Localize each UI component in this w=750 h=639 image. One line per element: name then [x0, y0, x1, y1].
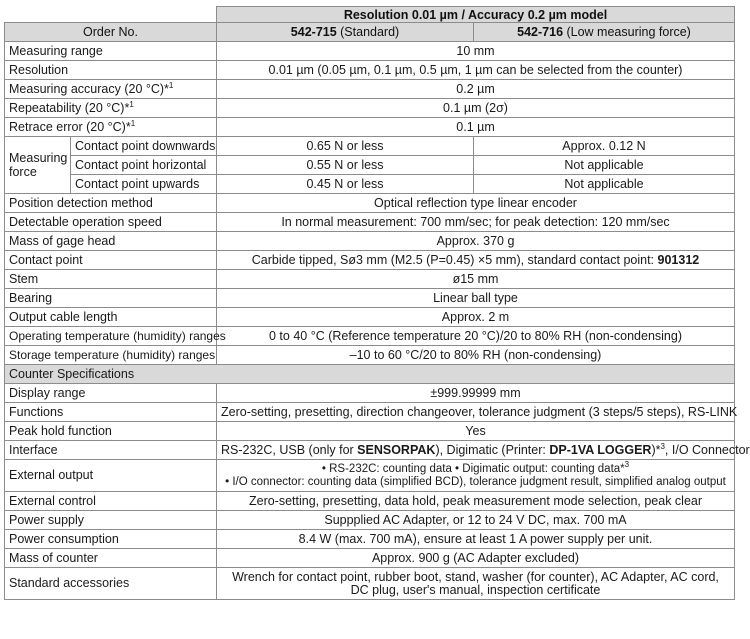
accessories-label: Standard accessories — [5, 568, 217, 600]
force-sub-label: Contact point downwards — [71, 137, 217, 156]
header-row-order — [5, 23, 735, 42]
retrace-label: Retrace error (20 °C)* — [9, 120, 131, 134]
row-accuracy — [5, 80, 735, 99]
repeatability-label: Repeatability (20 °C)* — [9, 101, 130, 115]
measuring-force-line1: Measuring — [9, 151, 68, 165]
model-a-heading — [217, 23, 474, 42]
functions-label: Functions — [5, 403, 217, 422]
cable-label: Output cable length — [5, 308, 217, 327]
speed-label: Detectable operation speed — [5, 213, 217, 232]
accessories-line1: Wrench for contact point, rubber boot, stand, washer (for counter), AC Adapter, AC cord, — [232, 569, 719, 584]
row-force-downwards — [5, 137, 735, 156]
accuracy-label: Measuring accuracy (20 °C)* — [9, 82, 169, 96]
power-consumption-value: 8.4 W (max. 700 mA), ensure at least 1 A power supply per unit. — [217, 530, 735, 549]
interface-sensorpak: SENSORPAK — [357, 443, 436, 457]
row-power-consumption — [5, 530, 735, 549]
accuracy-value: 0.2 µm — [217, 80, 735, 99]
row-external-output — [5, 460, 735, 492]
operating-temp-value: 0 to 40 °C (Reference temperature 20 °C)/20 to 80% RH (non-condensing) — [217, 327, 735, 346]
row-functions — [5, 403, 735, 422]
resolution-label: Resolution — [5, 61, 217, 80]
bearing-value: Linear ball type — [217, 289, 735, 308]
row-operating-temp — [5, 327, 735, 346]
display-range-label: Display range — [5, 384, 217, 403]
interface-footnote: 3 — [660, 441, 665, 451]
external-output-label: External output — [5, 460, 217, 492]
row-display-range — [5, 384, 735, 403]
interface-label: Interface — [5, 441, 217, 460]
interface-part: ), Digimatic (Printer: — [435, 443, 550, 457]
row-position-detection — [5, 194, 735, 213]
header-blank-cell — [5, 7, 217, 23]
spec-table — [4, 6, 750, 600]
row-force-upwards — [5, 175, 735, 194]
force-sub-label: Contact point horizontal — [71, 156, 217, 175]
header-row-model — [5, 7, 735, 23]
power-supply-label: Power supply — [5, 511, 217, 530]
repeatability-value: 0.1 µm (2σ) — [217, 99, 735, 118]
peak-hold-value: Yes — [217, 422, 735, 441]
force-value-b: Approx. 0.12 N — [474, 137, 735, 156]
retrace-value: 0.1 µm — [217, 118, 735, 137]
external-output-value — [217, 460, 735, 492]
retrace-footnote: 1 — [130, 118, 136, 128]
storage-temp-value: –10 to 60 °C/20 to 80% RH (non-condensing) — [217, 346, 735, 365]
external-output-footnote: 3 — [624, 459, 630, 469]
accuracy-footnote: 1 — [168, 80, 174, 90]
counter-section-title: Counter Specifications — [5, 365, 735, 384]
contact-point-code: 901312 — [657, 253, 700, 267]
measuring-range-value: 10 mm — [217, 42, 735, 61]
external-output-line1: • RS-232C: counting data • Digimatic output: counting data* — [321, 462, 625, 475]
row-cable — [5, 308, 735, 327]
resolution-value: 0.01 µm (0.05 µm, 0.1 µm, 0.5 µm, 1 µm can be selected from the counter) — [217, 61, 735, 80]
measuring-force-line2: force — [9, 165, 37, 179]
repeatability-footnote: 1 — [129, 99, 134, 109]
interface-value — [217, 441, 750, 460]
position-detection-value: Optical reflection type linear encoder — [217, 194, 735, 213]
model-b-desc: (Low measuring force) — [563, 25, 691, 39]
model-b-heading — [474, 23, 735, 42]
row-interface — [5, 441, 735, 460]
stem-value: ø15 mm — [217, 270, 735, 289]
retrace-label-cell — [5, 118, 217, 137]
interface-part: )* — [651, 443, 661, 457]
spec-table-wrapper — [4, 6, 750, 600]
mass-counter-label: Mass of counter — [5, 549, 217, 568]
force-sub-label: Contact point upwards — [71, 175, 217, 194]
force-value-b: Not applicable — [474, 156, 735, 175]
interface-part: RS-232C, USB (only for — [221, 443, 358, 457]
force-value-b: Not applicable — [474, 175, 735, 194]
functions-value: Zero-setting, presetting, direction changeover, tolerance judgment (3 steps/5 steps), RS-LINK — [217, 403, 735, 422]
display-range-value: ±999.99999 mm — [217, 384, 735, 403]
row-measuring-range — [5, 42, 735, 61]
row-bearing — [5, 289, 735, 308]
row-peak-hold — [5, 422, 735, 441]
bearing-label: Bearing — [5, 289, 217, 308]
mass-head-label: Mass of gage head — [5, 232, 217, 251]
row-retrace — [5, 118, 735, 137]
row-mass-head — [5, 232, 735, 251]
mass-head-value: Approx. 370 g — [217, 232, 735, 251]
operating-temp-label: Operating temperature (humidity) ranges — [5, 327, 217, 346]
external-control-value: Zero-setting, presetting, data hold, peak measurement mode selection, peak clear — [217, 492, 735, 511]
contact-point-value-cell — [217, 251, 735, 270]
model-a-code: 542-715 — [290, 25, 337, 39]
contact-point-value: Carbide tipped, Sø3 mm (M2.5 (P=0.45) ×5 mm), standard contact point: — [251, 253, 658, 267]
order-no-label: Order No. — [5, 23, 217, 42]
row-external-control — [5, 492, 735, 511]
external-control-label: External control — [5, 492, 217, 511]
model-title: Resolution 0.01 µm / Accuracy 0.2 µm model — [217, 7, 735, 23]
row-contact-point — [5, 251, 735, 270]
row-speed — [5, 213, 735, 232]
speed-value: In normal measurement: 700 mm/sec; for peak detection: 120 mm/sec — [217, 213, 735, 232]
storage-temp-label: Storage temperature (humidity) ranges — [5, 346, 217, 365]
repeatability-label-cell — [5, 99, 217, 118]
measuring-range-label: Measuring range — [5, 42, 217, 61]
model-a-desc: (Standard) — [336, 25, 400, 39]
row-force-horizontal — [5, 156, 735, 175]
force-value-a: 0.65 N or less — [217, 137, 474, 156]
power-consumption-label: Power consumption — [5, 530, 217, 549]
cable-value: Approx. 2 m — [217, 308, 735, 327]
stem-label: Stem — [5, 270, 217, 289]
power-supply-value: Suppplied AC Adapter, or 12 to 24 V DC, max. 700 mA — [217, 511, 735, 530]
row-resolution — [5, 61, 735, 80]
row-stem — [5, 270, 735, 289]
accessories-value — [217, 568, 735, 600]
row-power-supply — [5, 511, 735, 530]
force-value-a: 0.55 N or less — [217, 156, 474, 175]
row-accessories — [5, 568, 735, 600]
external-output-line2: • I/O connector: counting data (simplified BCD), tolerance judgment result, simplified analog output — [225, 475, 726, 488]
row-repeatability — [5, 99, 735, 118]
row-counter-section — [5, 365, 735, 384]
contact-point-label: Contact point — [5, 251, 217, 270]
model-b-code: 542-716 — [517, 25, 564, 39]
peak-hold-label: Peak hold function — [5, 422, 217, 441]
force-value-a: 0.45 N or less — [217, 175, 474, 194]
accuracy-label-cell — [5, 80, 217, 99]
position-detection-label: Position detection method — [5, 194, 217, 213]
interface-printer: DP-1VA LOGGER — [549, 443, 652, 457]
accessories-line2: DC plug, user's manual, inspection certificate — [350, 582, 601, 597]
row-mass-counter — [5, 549, 735, 568]
mass-counter-value: Approx. 900 g (AC Adapter excluded) — [217, 549, 735, 568]
interface-part: , I/O Connector — [664, 443, 750, 457]
row-storage-temp — [5, 346, 735, 365]
measuring-force-label — [5, 137, 71, 194]
